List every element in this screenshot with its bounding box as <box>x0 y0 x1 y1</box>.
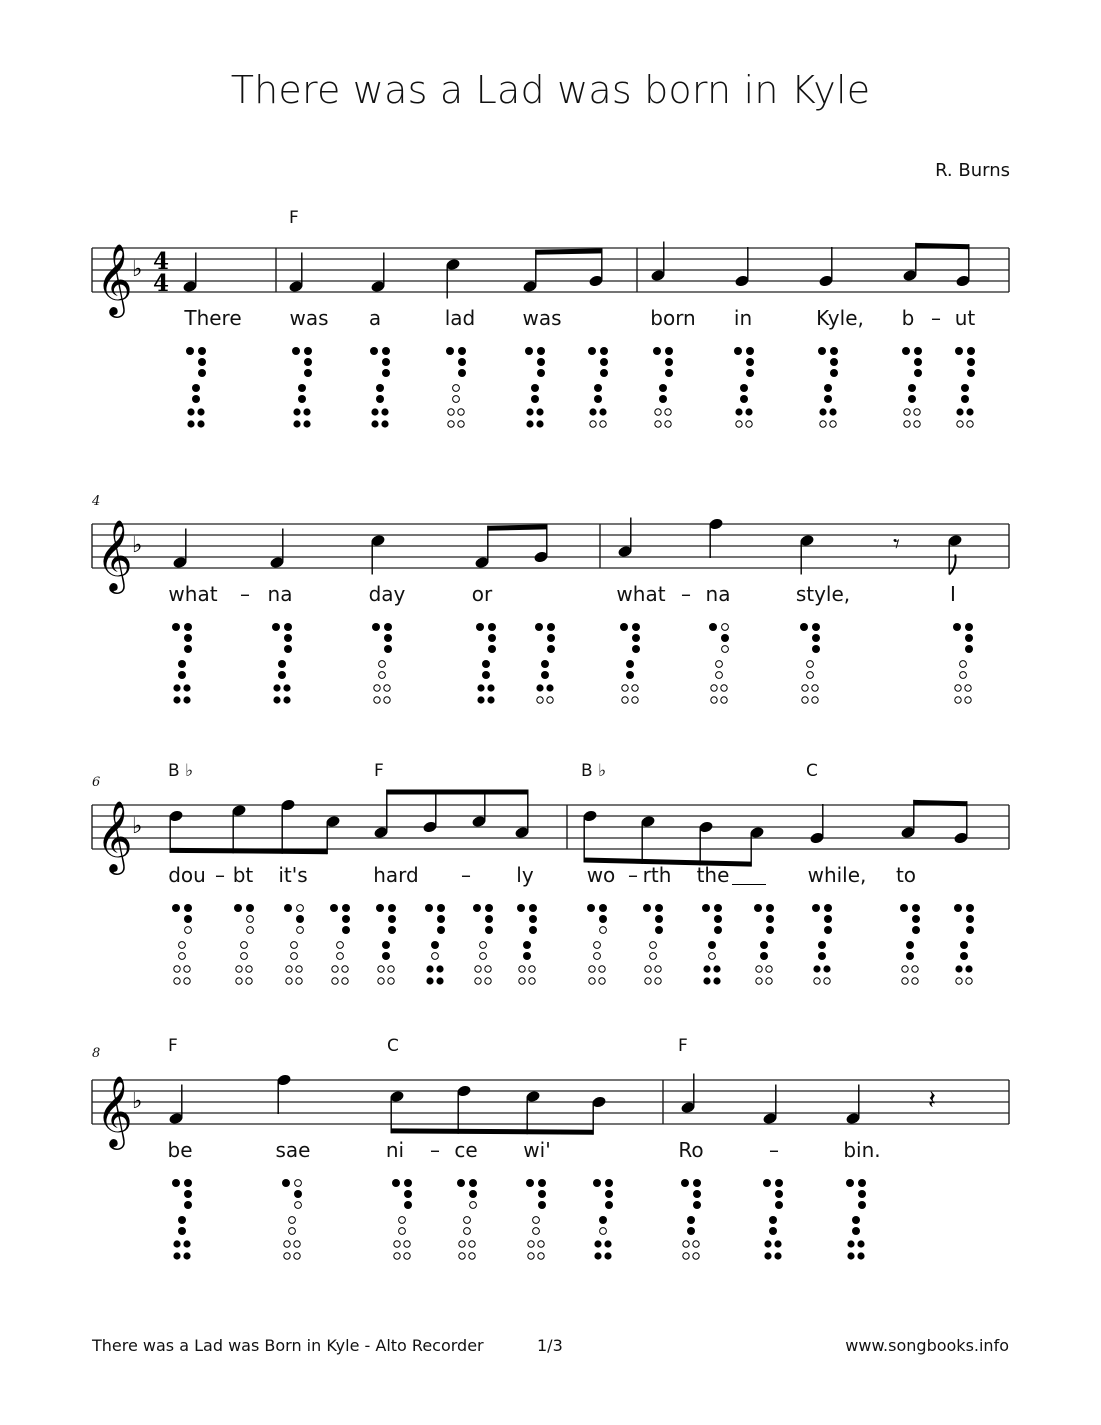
fingering-diagram <box>387 1177 417 1271</box>
lyric-syllable: ly <box>516 863 534 887</box>
lyric-syllable: day <box>368 582 406 606</box>
lyric-syllable: – <box>240 582 250 606</box>
fingering-diagram <box>676 1177 706 1271</box>
fingering-diagram <box>897 345 927 439</box>
time-signature-top: 4 <box>153 248 170 275</box>
fingering-chart <box>615 621 645 711</box>
chord-symbol: F <box>678 1036 688 1056</box>
time-signature-bottom: 4 <box>153 270 170 297</box>
staff-system-3 <box>0 757 1101 987</box>
key-signature-flat-icon: ♭ <box>132 814 143 839</box>
fingering-diagram <box>367 621 397 715</box>
fingering-diagram <box>704 621 734 715</box>
lyric-syllable: na <box>267 582 293 606</box>
lyric-syllable: be <box>167 1138 193 1162</box>
lyric-syllable: dou <box>168 863 206 887</box>
fingering-diagram <box>471 621 501 715</box>
fingering-diagram <box>277 1177 307 1271</box>
fingering-diagram <box>582 902 612 996</box>
lyric-syllable: in <box>733 306 753 330</box>
fingering-chart <box>758 1177 788 1267</box>
page-number: 1/3 <box>537 1336 563 1355</box>
lyric-syllable: hard <box>373 863 419 887</box>
chord-symbol: B ♭ <box>581 761 607 781</box>
fingering-diagram <box>638 902 668 996</box>
measure-number: 4 <box>92 494 101 509</box>
chord-symbol: F <box>374 761 384 781</box>
eighth-rest-icon: 𝄾 <box>893 529 900 560</box>
fingering-diagram <box>267 621 297 715</box>
treble-clef-icon: 𝄞 <box>96 242 133 315</box>
lyric-syllable: wi' <box>523 1138 551 1162</box>
chord-symbol: C <box>806 761 818 781</box>
fingering-chart <box>468 902 498 992</box>
lyric-syllable: ut <box>954 306 976 330</box>
fingering-chart <box>267 621 297 711</box>
beam <box>536 248 602 254</box>
lyric-syllable: I <box>950 582 956 606</box>
fingering-diagram <box>167 621 197 715</box>
lyric-syllable: to <box>895 863 917 887</box>
fingering-chart <box>795 621 825 711</box>
lyric-syllable: – <box>215 863 225 887</box>
fingering-diagram <box>729 345 759 439</box>
fingering-diagram <box>325 902 355 996</box>
fingering-diagram <box>530 621 560 715</box>
lyric-extender-line <box>732 884 766 885</box>
fingering-chart <box>277 1177 307 1267</box>
fingering-diagram <box>365 345 395 439</box>
lyric-syllable: b <box>901 306 915 330</box>
fingering-chart <box>582 902 612 992</box>
fingering-chart <box>287 345 317 435</box>
fingering-diagram <box>749 902 779 996</box>
fingering-diagram <box>287 345 317 439</box>
chord-symbol: F <box>289 208 299 228</box>
fingering-diagram <box>588 1177 618 1271</box>
lyric-syllable: was <box>522 306 562 330</box>
lyric-syllable: – <box>461 863 471 887</box>
lyric-syllable: bin. <box>843 1138 881 1162</box>
fingering-diagram <box>229 902 259 996</box>
lyric-syllable: na <box>705 582 731 606</box>
fingering-diagram <box>813 345 843 439</box>
fingering-chart <box>749 902 779 992</box>
fingering-chart <box>325 902 355 992</box>
fingering-chart <box>229 902 259 992</box>
fingering-diagram <box>795 621 825 715</box>
fingering-chart <box>387 1177 417 1267</box>
fingering-chart <box>813 345 843 435</box>
lyric-syllable: what <box>616 582 666 606</box>
lyric-syllable: born <box>650 306 696 330</box>
fingering-diagram <box>371 902 401 996</box>
lyric-syllable: it's <box>278 863 308 887</box>
fingering-diagram <box>167 1177 197 1271</box>
lyric-syllable: – <box>931 306 941 330</box>
beam <box>391 1128 593 1134</box>
fingering-chart <box>521 1177 551 1267</box>
lyric-syllable: rth <box>642 863 672 887</box>
staff-system-2 <box>0 476 1101 706</box>
staff <box>0 476 1101 606</box>
treble-clef-icon: 𝄞 <box>96 799 133 872</box>
fingering-diagram <box>697 902 727 996</box>
lyric-syllable: the <box>696 863 730 887</box>
fingering-diagram <box>583 345 613 439</box>
beam <box>488 524 547 530</box>
fingering-diagram <box>950 345 980 439</box>
lyric-syllable: – <box>769 1138 779 1162</box>
fingering-chart <box>452 1177 482 1267</box>
key-signature-flat-icon: ♭ <box>132 1089 143 1114</box>
fingering-chart <box>729 345 759 435</box>
lyric-syllable: bt <box>232 863 254 887</box>
fingering-chart <box>367 621 397 711</box>
footer-website: www.songbooks.info <box>845 1336 1009 1355</box>
key-signature-flat-icon: ♭ <box>132 533 143 558</box>
fingering-chart <box>167 621 197 711</box>
fingering-chart <box>588 1177 618 1267</box>
fingering-chart <box>648 345 678 435</box>
lyric-syllable: what <box>168 582 218 606</box>
fingering-chart <box>420 902 450 992</box>
lyric-syllable: while, <box>807 863 867 887</box>
fingering-diagram <box>452 1177 482 1271</box>
fingering-chart <box>441 345 471 435</box>
fingering-chart <box>181 345 211 435</box>
fingering-diagram <box>420 902 450 996</box>
fingering-chart <box>948 621 978 711</box>
fingering-diagram <box>520 345 550 439</box>
staff-system-4 <box>0 1032 1101 1262</box>
fingering-diagram <box>441 345 471 439</box>
fingering-chart <box>676 1177 706 1267</box>
staff <box>0 757 1101 887</box>
lyric-syllable: – <box>430 1138 440 1162</box>
lyric-syllable: wo <box>586 863 616 887</box>
fingering-diagram <box>841 1177 871 1271</box>
fingering-chart <box>704 621 734 711</box>
beam <box>387 790 528 795</box>
fingering-diagram <box>167 902 197 996</box>
lyric-syllable: ni <box>385 1138 405 1162</box>
chord-symbol: B ♭ <box>168 761 194 781</box>
staff-system-1 <box>0 200 1101 430</box>
fingering-chart <box>167 1177 197 1267</box>
lyric-syllable: Kyle, <box>816 306 864 330</box>
fingering-chart <box>471 621 501 711</box>
fingering-chart <box>807 902 837 992</box>
fingering-diagram <box>895 902 925 996</box>
lyric-syllable: There <box>184 306 242 330</box>
fingering-diagram <box>615 621 645 715</box>
fingering-chart <box>949 902 979 992</box>
lyric-syllable: lad <box>444 306 476 330</box>
fingering-chart <box>583 345 613 435</box>
chord-symbol: C <box>387 1036 399 1056</box>
footer-title: There was a Lad was Born in Kyle - Alto Recorder <box>92 1336 484 1355</box>
fingering-chart <box>697 902 727 992</box>
fingering-chart <box>512 902 542 992</box>
measure-number: 8 <box>92 1046 101 1061</box>
fingering-diagram <box>512 902 542 996</box>
fingering-chart <box>895 902 925 992</box>
lyric-syllable: – <box>681 582 691 606</box>
composer: R. Burns <box>935 160 1010 181</box>
key-signature-flat-icon: ♭ <box>132 257 143 282</box>
treble-clef-icon: 𝄞 <box>96 1074 133 1147</box>
fingering-diagram <box>807 902 837 996</box>
fingering-chart <box>841 1177 871 1267</box>
lyric-syllable: sae <box>275 1138 311 1162</box>
lyric-syllable: a <box>368 306 382 330</box>
fingering-chart <box>950 345 980 435</box>
fingering-chart <box>897 345 927 435</box>
fingering-chart <box>279 902 309 992</box>
fingering-chart <box>167 902 197 992</box>
fingering-chart <box>638 902 668 992</box>
treble-clef-icon: 𝄞 <box>96 518 133 591</box>
fingering-chart <box>365 345 395 435</box>
fingering-diagram <box>648 345 678 439</box>
fingering-diagram <box>521 1177 551 1271</box>
lyric-syllable: style, <box>795 582 851 606</box>
fingering-diagram <box>948 621 978 715</box>
fingering-diagram <box>758 1177 788 1271</box>
lyric-syllable: ce <box>454 1138 478 1162</box>
fingering-diagram <box>949 902 979 996</box>
lyric-syllable: or <box>471 582 493 606</box>
lyric-syllable: Ro <box>678 1138 704 1162</box>
page-title: There was a Lad was born in Kyle <box>230 68 871 112</box>
fingering-chart <box>371 902 401 992</box>
lyric-syllable: – <box>628 863 638 887</box>
measure-number: 6 <box>92 775 101 790</box>
fingering-diagram <box>181 345 211 439</box>
fingering-diagram <box>468 902 498 996</box>
fingering-chart <box>520 345 550 435</box>
fingering-diagram <box>279 902 309 996</box>
fingering-chart <box>530 621 560 711</box>
chord-symbol: F <box>168 1036 178 1056</box>
quarter-rest-icon: 𝄽 <box>928 1085 936 1116</box>
lyric-syllable: was <box>289 306 329 330</box>
